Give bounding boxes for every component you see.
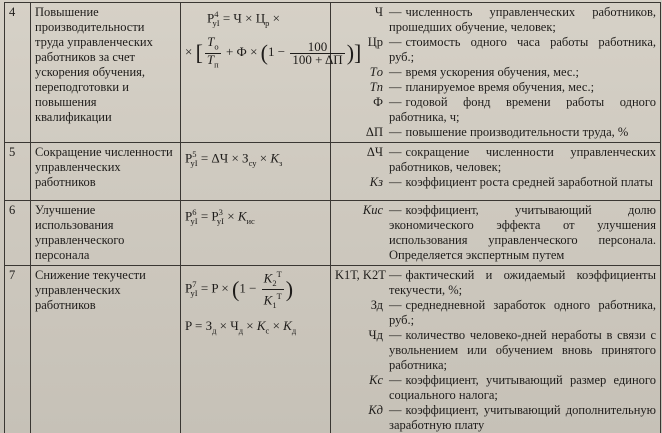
row-number: 5 [5, 143, 31, 201]
symbol: Ч [374, 5, 383, 19]
formula-7: $P^7_{уI} = P \times (1$ − $\frac{K_2^Т}{K_1^Т}$ ) [185, 269, 294, 310]
definition-text: годовой фонд времени работы одного работника, ч; [389, 95, 656, 124]
formula-cell [181, 266, 331, 433]
symbol: K1Т, K2Т [335, 268, 386, 282]
definition-text: время ускорения обучения, мес.; [405, 65, 580, 79]
definition-text: фактический и ожидаемый коэффициенты текучести, %; [389, 268, 656, 297]
symbol: Kс [369, 373, 383, 387]
table-row [5, 3, 661, 143]
symbol: Kис [362, 203, 383, 217]
formula-cell [181, 201, 331, 266]
formula-table [4, 2, 661, 433]
definitions-cell: Ч — численность управленческих работников, прошедших обучение, человек; Цр — стоимость одного часа работы работника, руб.; Tо — время ускорения обучения, мес.; Tп — планируемое время обучения, мес.; Ф — годовой фонд времени работы одного работника, ч; ΔП — повышение производительности труда, % [331, 3, 661, 143]
definitions-cell: Kис — коэффициент, учитывающий долю экономического эффекта от улучшения использования управленческого персонала. Определяется экспертным путем [331, 201, 661, 266]
symbol: ΔП [365, 125, 383, 139]
definition-text: количество человеко-дней неработы в связи с увольнением или обучением вновь принятого работника; [389, 328, 656, 372]
definitions-cell: ΔЧ — сокращение численности управленческих работников, человек; Kз — коэффициент роста средней заработной платы [331, 143, 661, 201]
row-name: Снижение текучести управленческих работников [31, 266, 181, 433]
row-number: 4 [5, 3, 31, 143]
symbol: Ф [373, 95, 383, 109]
symbol: Kд [368, 403, 383, 417]
definition-text: коэффициент, учитывающий долю экономического эффекта от улучшения использования управленческого персонала. Определяется экспертным путем [389, 203, 656, 262]
symbol: Зд [370, 298, 383, 312]
definition-text: повышение производительности труда, % [405, 125, 629, 139]
definitions-cell: K1Т, K2Т — фактический и ожидаемый коэффициенты текучести, %; Зд — среднедневной заработок одного работника, руб.; Чд — количество человеко-дней неработы в связи с увольнением или обучением вновь принятого работника; Kс — коэффициент, учитывающий размер единого социального налога; Kд — коэффициент, учитывающий дополнительную заработную плату [331, 266, 661, 433]
definition-text: коэффициент роста средней заработной платы [405, 175, 653, 189]
definition-text: коэффициент, учитывающий дополнительную заработную плату [389, 403, 656, 432]
row-name: Улучшение использования управленческого персонала [31, 201, 181, 266]
row-name: Повышение производительности труда управленческих работников за счет ускорения обучения, переподготовки и повышения квалификации [31, 3, 181, 143]
definition-text: сокращение численности управленческих работников, человек; [389, 145, 656, 174]
table-row [5, 266, 661, 433]
row-number: 6 [5, 201, 31, 266]
table-row [5, 201, 661, 266]
formula-6: $P^6_{уI} = P^3_{уI} \times K_{ис}$ [185, 207, 255, 226]
symbol: Чд [368, 328, 383, 342]
definition-text: численность управленческих работников, прошедших обучение, человек; [389, 5, 656, 34]
row-number: 7 [5, 266, 31, 433]
formula-4: $P^4_{уI} = Ч \times Ц_р$ × × [ $\frac{T_о}{T_п}$ + Ф × (1 − $\frac{100}{100 + \Delta П}$ )] [185, 9, 362, 70]
table-row [5, 143, 661, 201]
definition-text: коэффициент, учитывающий размер единого социального налога; [389, 373, 656, 402]
formula-5: $P^5_{уI} = \Delta Ч \times З_{су} \times K_з$ [185, 149, 283, 168]
definition-text: планируемое время обучения, мес.; [405, 80, 595, 94]
symbol: ΔЧ [366, 145, 383, 159]
symbol: Tп [369, 80, 383, 94]
symbol: Цр [367, 35, 383, 49]
definition-text: стоимость одного часа работы работника, руб.; [389, 35, 656, 64]
formula-cell [181, 143, 331, 201]
formula-cell [181, 3, 362, 143]
symbol: Kз [369, 175, 383, 189]
row-name: Сокращение численности управленческих работников [31, 143, 181, 201]
symbol: Tо [369, 65, 383, 79]
formula-7-p: $P = З_д \times Ч_д \times K_с \times K_д$ [185, 317, 297, 336]
definition-text: среднедневной заработок одного работника, руб.; [389, 298, 656, 327]
